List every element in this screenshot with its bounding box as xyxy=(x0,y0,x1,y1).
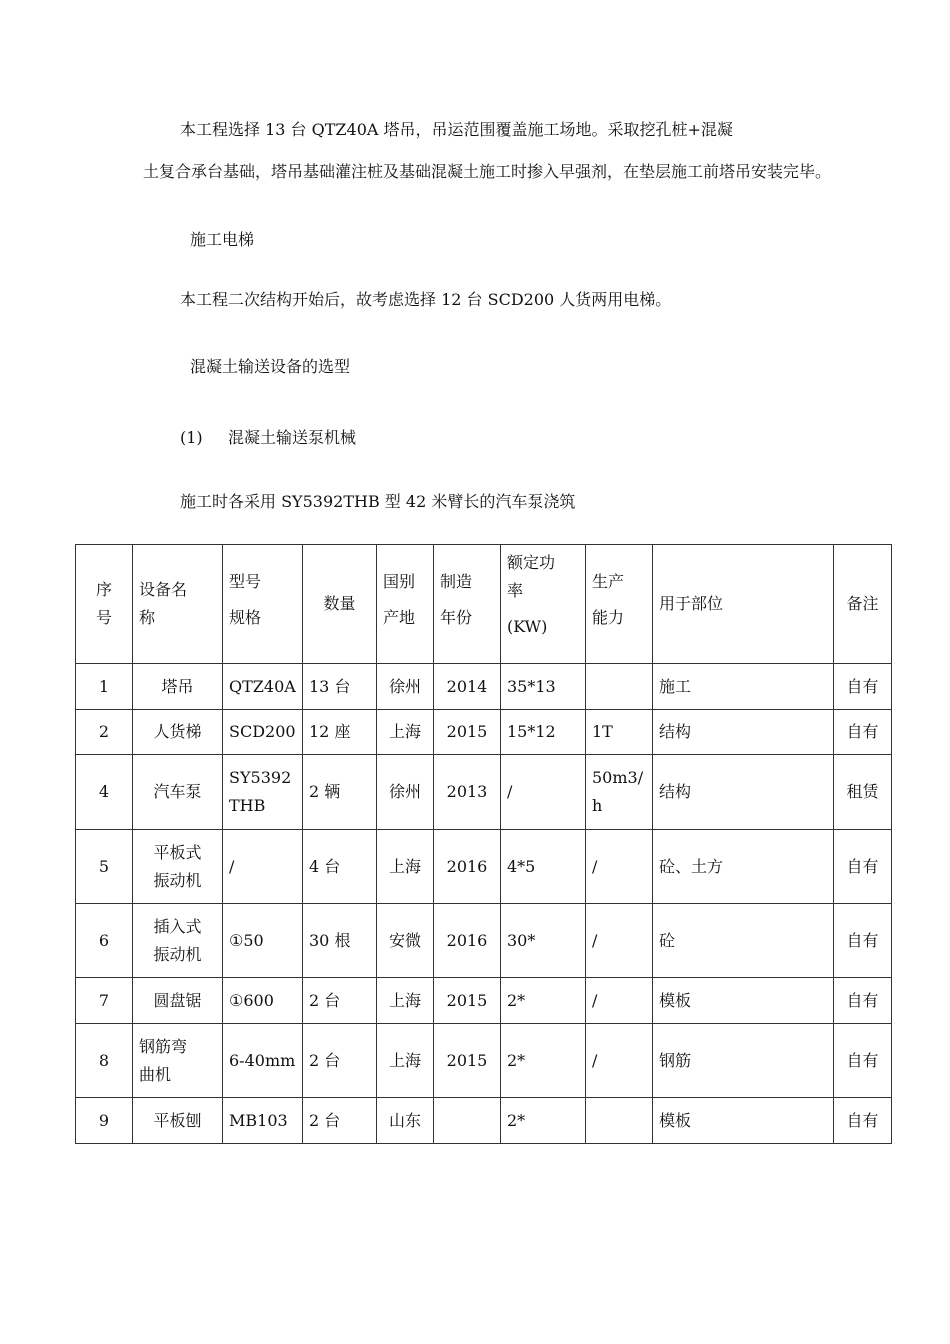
cell-capacity: 1T xyxy=(586,710,653,755)
cell-model: ①600 xyxy=(223,978,303,1024)
cell-name: 平板刨 xyxy=(133,1098,223,1144)
cell-power: 30* xyxy=(501,904,586,978)
table-row xyxy=(76,755,892,830)
cell-usage: 模板 xyxy=(653,1098,834,1144)
cell-power: 4*5 xyxy=(501,830,586,904)
cell-model: / xyxy=(223,830,303,904)
cell-capacity: / xyxy=(586,830,653,904)
cell-capacity xyxy=(586,1098,653,1144)
cell-capacity: / xyxy=(586,978,653,1024)
table-row xyxy=(76,830,892,904)
cell-remark: 自有 xyxy=(834,664,892,710)
cell-usage: 砼 xyxy=(653,904,834,978)
cell-power: 2* xyxy=(501,1098,586,1144)
cell-qty: 4 台 xyxy=(303,830,377,904)
cell-power: 15*12 xyxy=(501,710,586,755)
cell-origin: 上海 xyxy=(377,978,434,1024)
cell-remark: 自有 xyxy=(834,1098,892,1144)
header-usage: 用于部位 xyxy=(653,545,834,664)
cell-name: 汽车泵 xyxy=(133,755,223,830)
cell-origin: 上海 xyxy=(377,1024,434,1098)
header-name: 设备名 称 xyxy=(133,545,223,664)
cell-name: 塔吊 xyxy=(133,664,223,710)
cell-usage: 施工 xyxy=(653,664,834,710)
cell-capacity: 50m3/ h xyxy=(586,755,653,830)
cell-no: 8 xyxy=(76,1024,133,1098)
header-qty: 数量 xyxy=(303,545,377,664)
table-row xyxy=(76,1098,892,1144)
cell-power: 2* xyxy=(501,978,586,1024)
cell-name: 钢筋弯 曲机 xyxy=(133,1024,223,1098)
cell-name: 圆盘锯 xyxy=(133,978,223,1024)
concrete-heading: 混凝土输送设备的选型 xyxy=(190,357,351,376)
cell-capacity: / xyxy=(586,904,653,978)
cell-year: 2016 xyxy=(434,830,501,904)
elevator-heading: 施工电梯 xyxy=(190,230,255,249)
pump-heading-text: 混凝土输送泵机械 xyxy=(228,428,357,447)
cell-origin: 上海 xyxy=(377,830,434,904)
cell-capacity xyxy=(586,664,653,710)
header-power: 额定功 率 (KW) xyxy=(501,545,586,664)
cell-power: 2* xyxy=(501,1024,586,1098)
cell-power: / xyxy=(501,755,586,830)
table-header-row xyxy=(76,545,892,664)
cell-no: 4 xyxy=(76,755,133,830)
cell-no: 9 xyxy=(76,1098,133,1144)
cell-model: ①50 xyxy=(223,904,303,978)
cell-origin: 徐州 xyxy=(377,664,434,710)
header-year: 制造 年份 xyxy=(434,545,501,664)
cell-no: 1 xyxy=(76,664,133,710)
cell-name: 人货梯 xyxy=(133,710,223,755)
cell-remark: 自有 xyxy=(834,978,892,1024)
crane-paragraph-line1: 本工程选择 13 台 QTZ40A 塔吊，吊运范围覆盖施工场地。采取挖孔桩+混凝 xyxy=(180,120,733,139)
cell-qty: 2 台 xyxy=(303,1098,377,1144)
cell-usage: 砼、土方 xyxy=(653,830,834,904)
table-row xyxy=(76,664,892,710)
table-row xyxy=(76,978,892,1024)
cell-usage: 结构 xyxy=(653,755,834,830)
cell-origin: 徐州 xyxy=(377,755,434,830)
cell-year: 2015 xyxy=(434,710,501,755)
equipment-table xyxy=(75,544,892,1144)
cell-remark: 自有 xyxy=(834,830,892,904)
cell-remark: 租赁 xyxy=(834,755,892,830)
cell-year: 2013 xyxy=(434,755,501,830)
cell-origin: 安微 xyxy=(377,904,434,978)
cell-year: 2016 xyxy=(434,904,501,978)
cell-model: 6-40mm xyxy=(223,1024,303,1098)
pump-heading-number: (1) xyxy=(180,428,203,447)
cell-no: 6 xyxy=(76,904,133,978)
cell-qty: 2 台 xyxy=(303,1024,377,1098)
cell-model: SY5392 THB xyxy=(223,755,303,830)
header-model: 型号 规格 xyxy=(223,545,303,664)
cell-qty: 30 根 xyxy=(303,904,377,978)
cell-remark: 自有 xyxy=(834,1024,892,1098)
cell-origin: 山东 xyxy=(377,1098,434,1144)
cell-qty: 13 台 xyxy=(303,664,377,710)
cell-remark: 自有 xyxy=(834,904,892,978)
cell-usage: 模板 xyxy=(653,978,834,1024)
table-row xyxy=(76,904,892,978)
cell-qty: 12 座 xyxy=(303,710,377,755)
cell-capacity: / xyxy=(586,1024,653,1098)
cell-no: 2 xyxy=(76,710,133,755)
cell-power: 35*13 xyxy=(501,664,586,710)
header-capacity: 生产 能力 xyxy=(586,545,653,664)
table-row xyxy=(76,710,892,755)
cell-qty: 2 台 xyxy=(303,978,377,1024)
cell-no: 5 xyxy=(76,830,133,904)
cell-year: 2014 xyxy=(434,664,501,710)
table-row xyxy=(76,1024,892,1098)
cell-usage: 钢筋 xyxy=(653,1024,834,1098)
header-origin: 国别 产地 xyxy=(377,545,434,664)
cell-origin: 上海 xyxy=(377,710,434,755)
elevator-paragraph: 本工程二次结构开始后，故考虑选择 12 台 SCD200 人货两用电梯。 xyxy=(180,290,672,309)
cell-qty: 2 辆 xyxy=(303,755,377,830)
cell-model: MB103 xyxy=(223,1098,303,1144)
pump-heading xyxy=(180,428,356,448)
cell-model: SCD200 xyxy=(223,710,303,755)
cell-model: QTZ40A xyxy=(223,664,303,710)
cell-name: 插入式 振动机 xyxy=(133,904,223,978)
cell-name: 平板式 振动机 xyxy=(133,830,223,904)
cell-year xyxy=(434,1098,501,1144)
header-no: 序 号 xyxy=(76,545,133,664)
cell-year: 2015 xyxy=(434,1024,501,1098)
cell-remark: 自有 xyxy=(834,710,892,755)
crane-paragraph-line2: 土复合承台基础，塔吊基础灌注桩及基础混凝土施工时掺入早强剂，在垫层施工前塔吊安装完毕。 xyxy=(143,162,832,181)
cell-usage: 结构 xyxy=(653,710,834,755)
cell-year: 2015 xyxy=(434,978,501,1024)
cell-no: 7 xyxy=(76,978,133,1024)
header-remark: 备注 xyxy=(834,545,892,664)
pump-paragraph: 施工时各采用 SY5392THB 型 42 米臂长的汽车泵浇筑 xyxy=(180,492,576,511)
